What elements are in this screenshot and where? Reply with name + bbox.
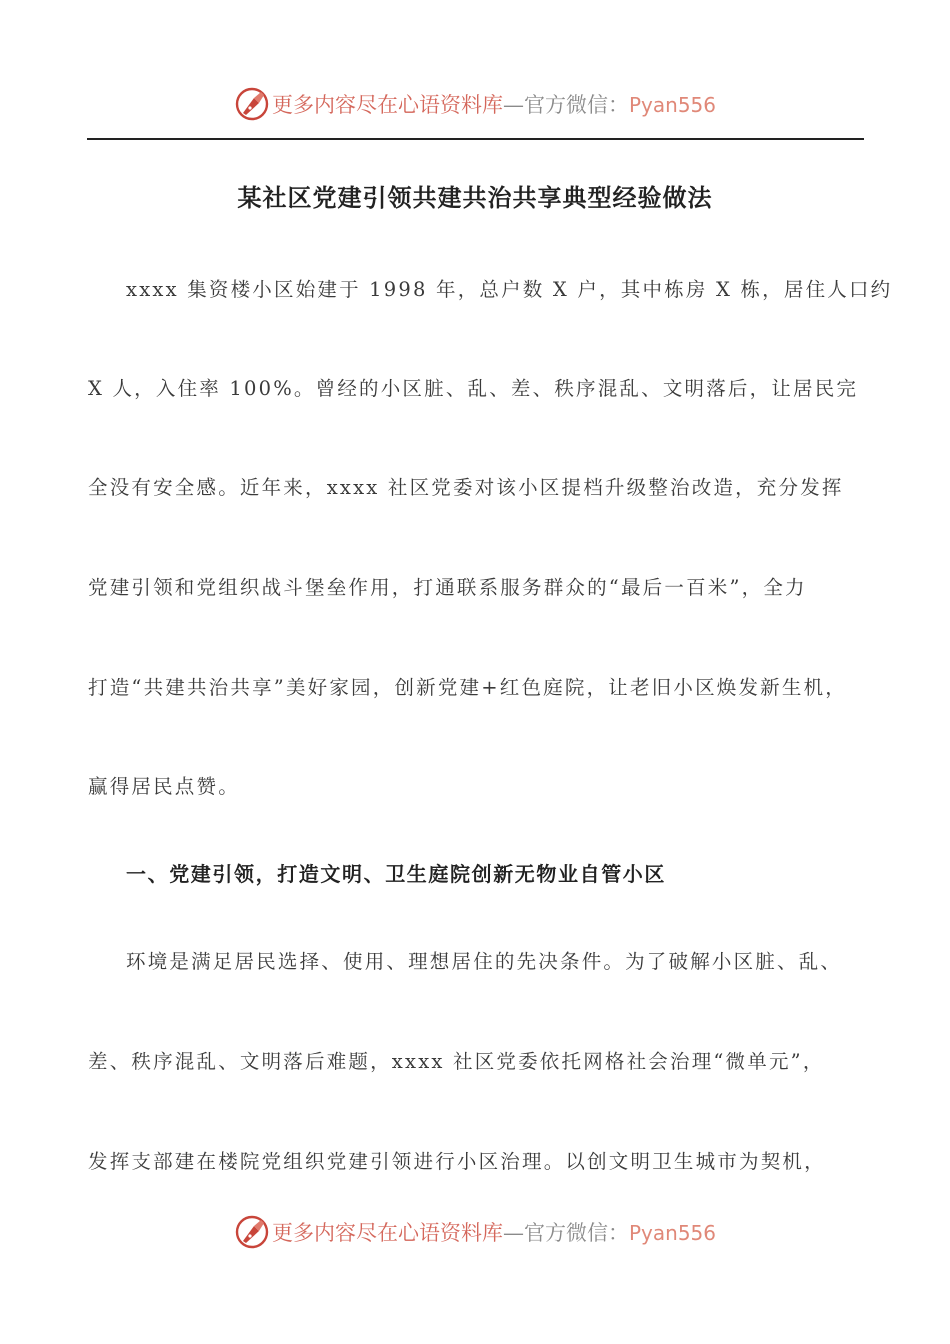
- paragraph-line: X 人，入住率 100%。曾经的小区脏、乱、差、秩序混乱、文明落后，让居民完: [88, 377, 859, 400]
- watermark-wechat-id: Pyan556: [628, 93, 716, 117]
- paragraph-line: 赢得居民点赞。: [88, 775, 240, 798]
- paragraph-line: 全没有安全感。近年来，xxxx 社区党委对该小区提档升级整治改造，充分发挥: [88, 476, 844, 499]
- pen-nib-logo-icon: [234, 86, 270, 122]
- paragraph-line: 打造“共建共治共享”美好家园，创新党建+红色庭院，让老旧小区焕发新生机，: [88, 676, 847, 699]
- paragraph-line: 环境是满足居民选择、使用、理想居住的先决条件。为了破解小区脏、乱、: [126, 950, 843, 973]
- watermark-text: [272, 1217, 716, 1247]
- watermark-part1: 更多内容尽在心语资料库: [271, 1221, 503, 1245]
- watermark-part2: —官方微信：: [502, 1221, 629, 1245]
- paragraph-line: 差、秩序混乱、文明落后难题，xxxx 社区党委依托网格社会治理“微单元”，: [88, 1050, 825, 1073]
- document-title: 某社区党建引领共建共治共享典型经验做法: [237, 183, 713, 212]
- watermark-text: [272, 89, 716, 119]
- pen-nib-logo-icon: [234, 1214, 270, 1250]
- header-watermark: [0, 84, 950, 124]
- section-heading: 一、党建引领，打造文明、卫生庭院创新无物业自管小区: [126, 862, 666, 886]
- paragraph-line: 党建引领和党组织战斗堡垒作用，打通联系服务群众的“最后一百米”，全力: [88, 576, 807, 599]
- watermark-wechat-id: Pyan556: [628, 1221, 716, 1245]
- watermark-part2: —官方微信：: [502, 93, 629, 117]
- watermark-part1: 更多内容尽在心语资料库: [271, 93, 503, 117]
- paragraph-line: 发挥支部建在楼院党组织党建引领进行小区治理。以创文明卫生城市为契机，: [88, 1150, 826, 1173]
- paragraph-line: xxxx 集资楼小区始建于 1998 年，总户数 X 户，其中栋房 X 栋，居住人口约: [126, 278, 893, 301]
- footer-watermark: [0, 1212, 950, 1252]
- header-divider: [87, 138, 864, 140]
